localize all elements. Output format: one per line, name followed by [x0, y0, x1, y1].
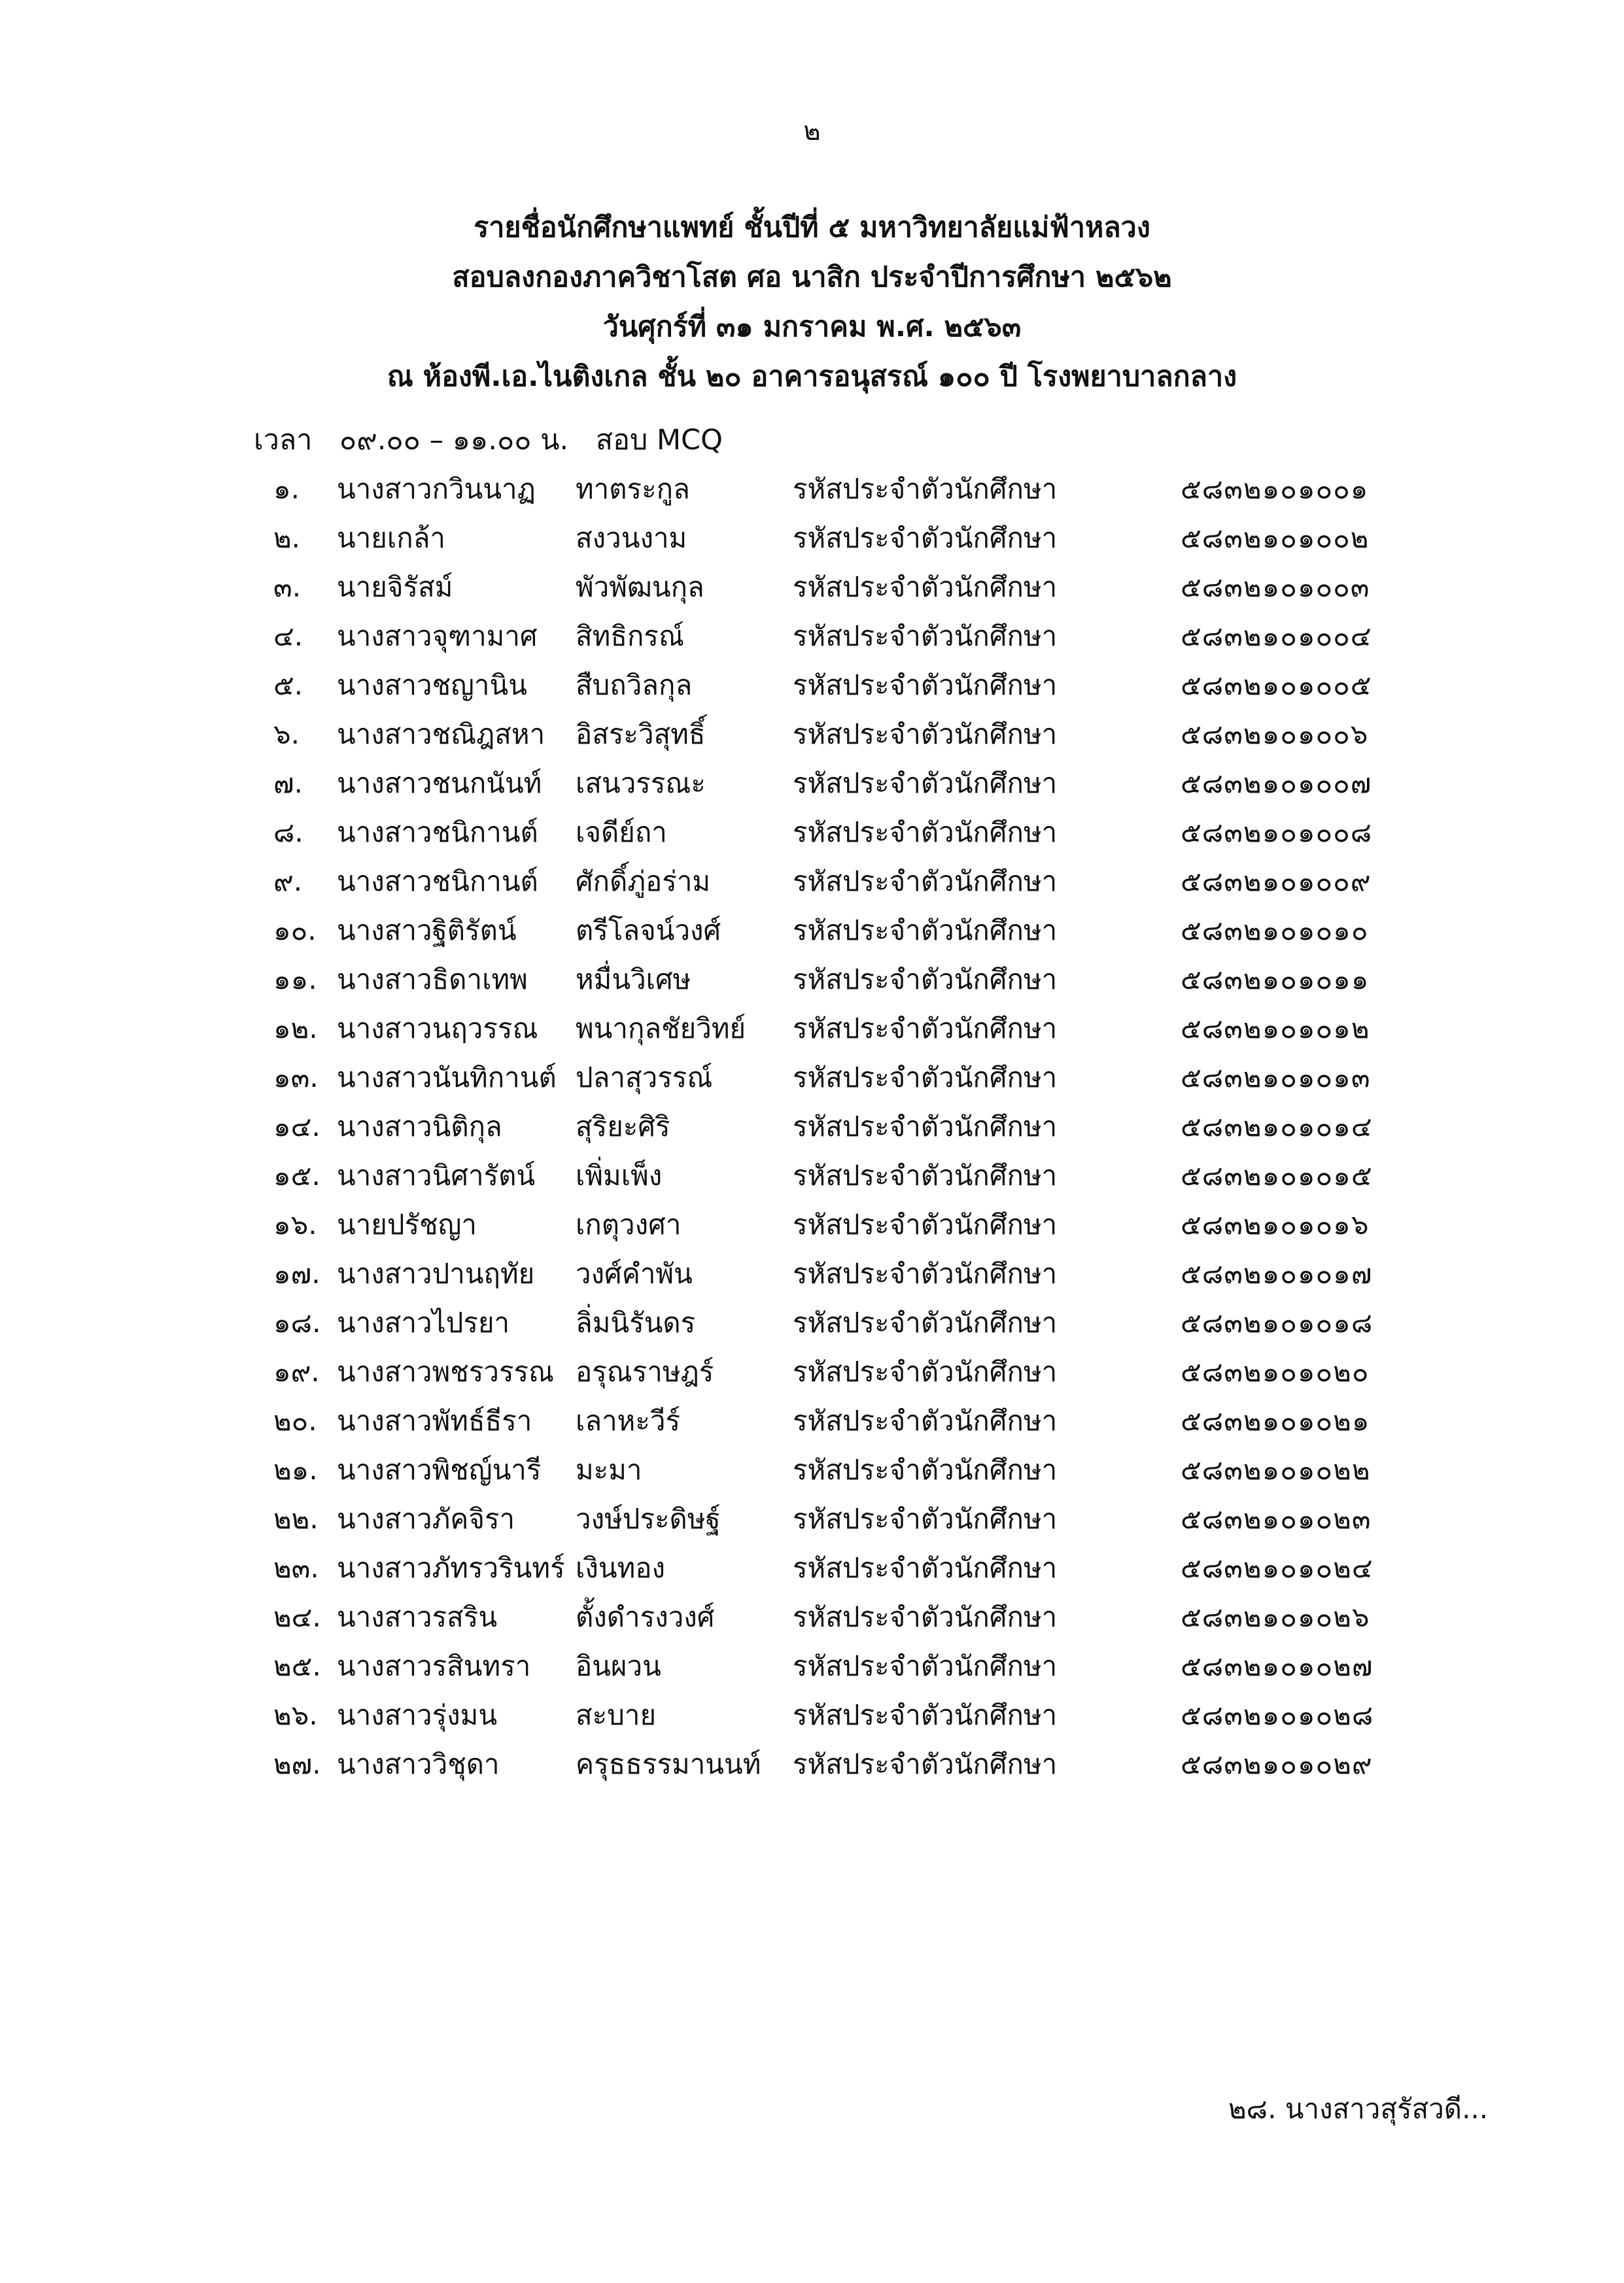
student-id-label: รหัสประจำตัวนักศึกษา	[793, 963, 1058, 995]
student-first-name: นางสาวนิศารัตน์	[337, 1159, 536, 1192]
student-first-name: นางสาวฐิติรัตน์	[337, 914, 517, 946]
student-first-name: นางสาวชณิฎสหา	[337, 718, 545, 750]
student-row	[0, 517, 1624, 566]
student-row	[0, 1350, 1624, 1399]
header-title-line: รายชื่อนักศึกษาแพทย์ ชั้นปีที่ ๕ มหาวิทยาลัยแม่ฟ้าหลวง	[474, 211, 1150, 244]
session-time-label: เวลา	[254, 424, 313, 456]
student-first-name: นางสาวธิดาเทพ	[337, 963, 528, 995]
student-number: ๓.	[273, 571, 302, 603]
student-id: ๕๘๓๒๑๐๑๐๐๔	[1181, 620, 1372, 652]
student-row	[0, 664, 1624, 713]
student-first-name: นางสาวพชรวรรณ	[337, 1356, 555, 1388]
student-last-name: ปลาสุวรรณ์	[576, 1061, 713, 1093]
student-number: ๒๓.	[273, 1552, 319, 1584]
student-first-name: นางสาวชนิกานต์	[337, 816, 538, 848]
student-last-name: เลาหะวีร์	[576, 1405, 681, 1437]
student-id-label: รหัสประจำตัวนักศึกษา	[793, 1748, 1058, 1780]
student-row	[0, 713, 1624, 762]
student-row	[0, 860, 1624, 909]
student-last-name: มะมา	[576, 1454, 642, 1486]
student-last-name: ศักดิ์ภู่อร่าม	[576, 865, 711, 897]
student-last-name: อิสระวิสุทธิ์	[576, 718, 706, 750]
student-number: ๑๗.	[273, 1258, 320, 1290]
student-id: ๕๘๓๒๑๐๑๐๒๒	[1181, 1454, 1371, 1486]
student-last-name: พนากุลชัยวิทย์	[576, 1012, 746, 1044]
student-id: ๕๘๓๒๑๐๑๐๒๙	[1181, 1748, 1373, 1780]
student-number: ๑๑.	[273, 963, 317, 995]
student-last-name: เพิ่มเพ็ง	[576, 1159, 663, 1192]
student-last-name: เสนวรรณะ	[576, 767, 706, 799]
student-last-name: หมื่นวิเศษ	[576, 963, 691, 995]
student-number: ๒๔.	[273, 1601, 321, 1633]
student-id-label: รหัสประจำตัวนักศึกษา	[793, 718, 1058, 750]
student-row	[0, 1743, 1624, 1792]
student-id: ๕๘๓๒๑๐๑๐๒๔	[1181, 1552, 1373, 1584]
student-id: ๕๘๓๒๑๐๑๐๑๔	[1181, 1110, 1373, 1142]
student-row	[0, 566, 1624, 615]
student-first-name: นางสาวชนิกานต์	[337, 865, 538, 897]
student-row	[0, 468, 1624, 517]
student-number: ๕.	[273, 669, 303, 701]
student-number: ๑๔.	[273, 1110, 320, 1142]
student-id-label: รหัสประจำตัวนักศึกษา	[793, 1601, 1058, 1633]
student-first-name: นางสาวพิชญ์นารี	[337, 1454, 542, 1486]
student-last-name: เงินทอง	[576, 1552, 665, 1584]
student-id-label: รหัสประจำตัวนักศึกษา	[793, 522, 1058, 554]
student-id: ๕๘๓๒๑๐๑๐๑๑	[1181, 963, 1370, 995]
student-id-label: รหัสประจำตัวนักศึกษา	[793, 1356, 1058, 1388]
student-number: ๒.	[273, 522, 301, 554]
student-last-name: วงศ์คำพัน	[576, 1258, 693, 1290]
student-last-name: ตั้งดำรงวงศ์	[576, 1601, 715, 1633]
student-number: ๑๐.	[273, 914, 317, 946]
student-id-label: รหัสประจำตัวนักศึกษา	[793, 1159, 1058, 1192]
student-number: ๒๗.	[273, 1748, 321, 1780]
student-number: ๑๙.	[273, 1356, 320, 1388]
student-id: ๕๘๓๒๑๐๑๐๑๐	[1181, 914, 1369, 946]
student-first-name: นางสาวไปรยา	[337, 1307, 510, 1339]
student-number: ๑๓.	[273, 1061, 319, 1093]
student-first-name: นางสาวรสินทรา	[337, 1650, 531, 1682]
student-id: ๕๘๓๒๑๐๑๐๒๘	[1181, 1699, 1374, 1731]
student-id-label: รหัสประจำตัวนักศึกษา	[793, 1699, 1058, 1731]
student-id-label: รหัสประจำตัวนักศึกษา	[793, 1405, 1058, 1437]
student-id-label: รหัสประจำตัวนักศึกษา	[793, 1307, 1058, 1339]
student-last-name: วงษ์ประดิษฐ์	[576, 1503, 721, 1535]
student-id: ๕๘๓๒๑๐๑๐๐๙	[1181, 865, 1372, 897]
student-id-label: รหัสประจำตัวนักศึกษา	[793, 1503, 1058, 1535]
student-first-name: นางสาวรุ่งมน	[337, 1699, 498, 1731]
student-last-name: ตรีโลจน์วงศ์	[576, 914, 721, 946]
student-id: ๕๘๓๒๑๐๑๐๑๘	[1181, 1307, 1373, 1339]
student-id-label: รหัสประจำตัวนักศึกษา	[793, 1110, 1058, 1142]
student-number: ๑๘.	[273, 1307, 321, 1339]
student-id-label: รหัสประจำตัวนักศึกษา	[793, 1258, 1058, 1290]
student-row	[0, 615, 1624, 664]
student-id: ๕๘๓๒๑๐๑๐๑๒	[1181, 1012, 1370, 1044]
student-row	[0, 1252, 1624, 1301]
student-id: ๕๘๓๒๑๐๑๐๑๖	[1181, 1209, 1370, 1241]
header-venue-line: ณ ห้องพี.เอ.ไนติงเกล ชั้น ๒๐ อาคารอนุสรณ์ ๑๐๐ ปี โรงพยาบาลกลาง	[387, 360, 1237, 393]
student-first-name: นางสาวนฤวรรณ	[337, 1012, 538, 1044]
student-row	[0, 1596, 1624, 1645]
continuation-note: ๒๘. นางสาวสุรัสวดี...	[1228, 2093, 1489, 2125]
student-row	[0, 1203, 1624, 1252]
student-first-name: นางสาวนันทิกานต์	[337, 1061, 557, 1093]
student-id-label: รหัสประจำตัวนักศึกษา	[793, 767, 1058, 799]
student-number: ๒๒.	[273, 1503, 319, 1535]
student-roster	[0, 468, 1624, 1792]
student-id: ๕๘๓๒๑๐๑๐๐๖	[1181, 718, 1369, 750]
student-row	[0, 909, 1624, 958]
student-id: ๕๘๓๒๑๐๑๐๒๗	[1181, 1650, 1373, 1682]
exam-session	[254, 417, 741, 462]
student-number: ๗.	[273, 767, 303, 799]
student-id-label: รหัสประจำตัวนักศึกษา	[793, 1061, 1058, 1093]
header-exam-line: สอบลงกองภาควิชาโสต ศอ นาสิก ประจำปีการศึกษา ๒๕๖๒	[452, 261, 1172, 294]
student-number: ๑.	[273, 473, 300, 505]
student-number: ๔.	[273, 620, 303, 652]
student-id-label: รหัสประจำตัวนักศึกษา	[793, 669, 1058, 701]
student-row	[0, 1399, 1624, 1449]
header-date-line: วันศุกร์ที่ ๓๑ มกราคม พ.ศ. ๒๕๖๓	[602, 311, 1022, 343]
student-id-label: รหัสประจำตัวนักศึกษา	[793, 914, 1058, 946]
student-id: ๕๘๓๒๑๐๑๐๐๓	[1181, 571, 1370, 603]
student-first-name: นางสาวกวินนาฏ	[337, 473, 536, 505]
student-id: ๕๘๓๒๑๐๑๐๑๗	[1181, 1258, 1373, 1290]
student-id: ๕๘๓๒๑๐๑๐๐๗	[1181, 767, 1372, 799]
student-row	[0, 1694, 1624, 1743]
student-first-name: นายจิรัสม์	[337, 571, 453, 603]
student-row	[0, 1007, 1624, 1056]
student-number: ๙.	[273, 865, 303, 897]
student-id-label: รหัสประจำตัวนักศึกษา	[793, 865, 1058, 897]
student-row	[0, 762, 1624, 811]
student-number: ๒๕.	[273, 1650, 321, 1682]
student-number: ๒๖.	[273, 1699, 318, 1731]
student-id: ๕๘๓๒๑๐๑๐๒๓	[1181, 1503, 1372, 1535]
session-exam-type: สอบ MCQ	[595, 424, 723, 456]
student-id-label: รหัสประจำตัวนักศึกษา	[793, 473, 1058, 505]
student-last-name: สุริยะศิริ	[576, 1110, 670, 1142]
student-row	[0, 1105, 1624, 1154]
student-id: ๕๘๓๒๑๐๑๐๐๒	[1181, 522, 1370, 554]
student-first-name: นางสาวจุฑามาศ	[337, 620, 538, 652]
student-id-label: รหัสประจำตัวนักศึกษา	[793, 1650, 1058, 1682]
student-row	[0, 811, 1624, 860]
student-id: ๕๘๓๒๑๐๑๐๐๑	[1181, 473, 1369, 505]
student-last-name: อินผวน	[576, 1650, 661, 1682]
student-id-label: รหัสประจำตัวนักศึกษา	[793, 620, 1058, 652]
student-id-label: รหัสประจำตัวนักศึกษา	[793, 1552, 1058, 1584]
student-id: ๕๘๓๒๑๐๑๐๑๕	[1181, 1159, 1373, 1192]
student-row	[0, 1498, 1624, 1547]
student-last-name: เกตุวงศา	[576, 1209, 682, 1241]
student-id: ๕๘๓๒๑๐๑๐๒๐	[1181, 1356, 1370, 1388]
student-first-name: นายปรัชญา	[337, 1209, 477, 1241]
student-number: ๑๕.	[273, 1159, 320, 1192]
student-last-name: พัวพัฒนกุล	[576, 571, 704, 603]
student-id: ๕๘๓๒๑๐๑๐๐๕	[1181, 669, 1372, 701]
student-last-name: อรุณราษฎร์	[576, 1356, 714, 1388]
student-id-label: รหัสประจำตัวนักศึกษา	[793, 1454, 1058, 1486]
document-header	[0, 203, 1624, 402]
student-last-name: สืบถวิลกุล	[576, 669, 693, 701]
student-number: ๘.	[273, 816, 303, 848]
student-first-name: นางสาวปานฤทัย	[337, 1258, 535, 1290]
student-row	[0, 1056, 1624, 1105]
page-number: ๒	[803, 116, 821, 146]
student-number: ๖.	[273, 718, 300, 750]
student-last-name: เจดีย์ถา	[576, 816, 667, 848]
student-last-name: สะบาย	[576, 1699, 657, 1731]
student-last-name: สิทธิกรณ์	[576, 620, 684, 652]
student-number: ๒๐.	[273, 1405, 317, 1437]
student-number: ๒๑.	[273, 1454, 318, 1486]
student-first-name: นางสาวภัคจิรา	[337, 1503, 515, 1535]
student-first-name: นางสาวรสริน	[337, 1601, 498, 1633]
student-number: ๑๖.	[273, 1209, 317, 1241]
student-id: ๕๘๓๒๑๐๑๐๑๓	[1181, 1061, 1371, 1093]
student-first-name: นางสาวชญานิน	[337, 669, 527, 701]
student-first-name: นางสาววิชุดา	[337, 1748, 500, 1780]
session-time: ๐๙.๐๐ – ๑๑.๐๐ น.	[339, 424, 569, 456]
student-id-label: รหัสประจำตัวนักศึกษา	[793, 1012, 1058, 1044]
student-id: ๕๘๓๒๑๐๑๐๐๘	[1181, 816, 1373, 848]
student-last-name: ครุธธรรมานนท์	[576, 1748, 761, 1780]
student-row	[0, 1154, 1624, 1203]
student-first-name: นางสาวนิติกุล	[337, 1110, 502, 1142]
student-first-name: นางสาวภัทรวรินทร์	[337, 1552, 565, 1584]
student-last-name: ลิ่มนิรันดร	[576, 1307, 696, 1339]
student-last-name: สงวนงาม	[576, 522, 687, 554]
student-id: ๕๘๓๒๑๐๑๐๒๖	[1181, 1601, 1370, 1633]
student-last-name: ทาตระกูล	[576, 473, 690, 505]
student-first-name: นายเกล้า	[337, 522, 446, 554]
student-row	[0, 1449, 1624, 1498]
student-id-label: รหัสประจำตัวนักศึกษา	[793, 1209, 1058, 1241]
student-row	[0, 1301, 1624, 1350]
student-id-label: รหัสประจำตัวนักศึกษา	[793, 571, 1058, 603]
student-row	[0, 958, 1624, 1007]
student-first-name: นางสาวพัทธ์ธีรา	[337, 1405, 532, 1437]
student-number: ๑๒.	[273, 1012, 318, 1044]
student-row	[0, 1547, 1624, 1596]
student-id-label: รหัสประจำตัวนักศึกษา	[793, 816, 1058, 848]
student-row	[0, 1645, 1624, 1694]
student-first-name: นางสาวชนกนันท์	[337, 767, 542, 799]
student-id: ๕๘๓๒๑๐๑๐๒๑	[1181, 1405, 1370, 1437]
